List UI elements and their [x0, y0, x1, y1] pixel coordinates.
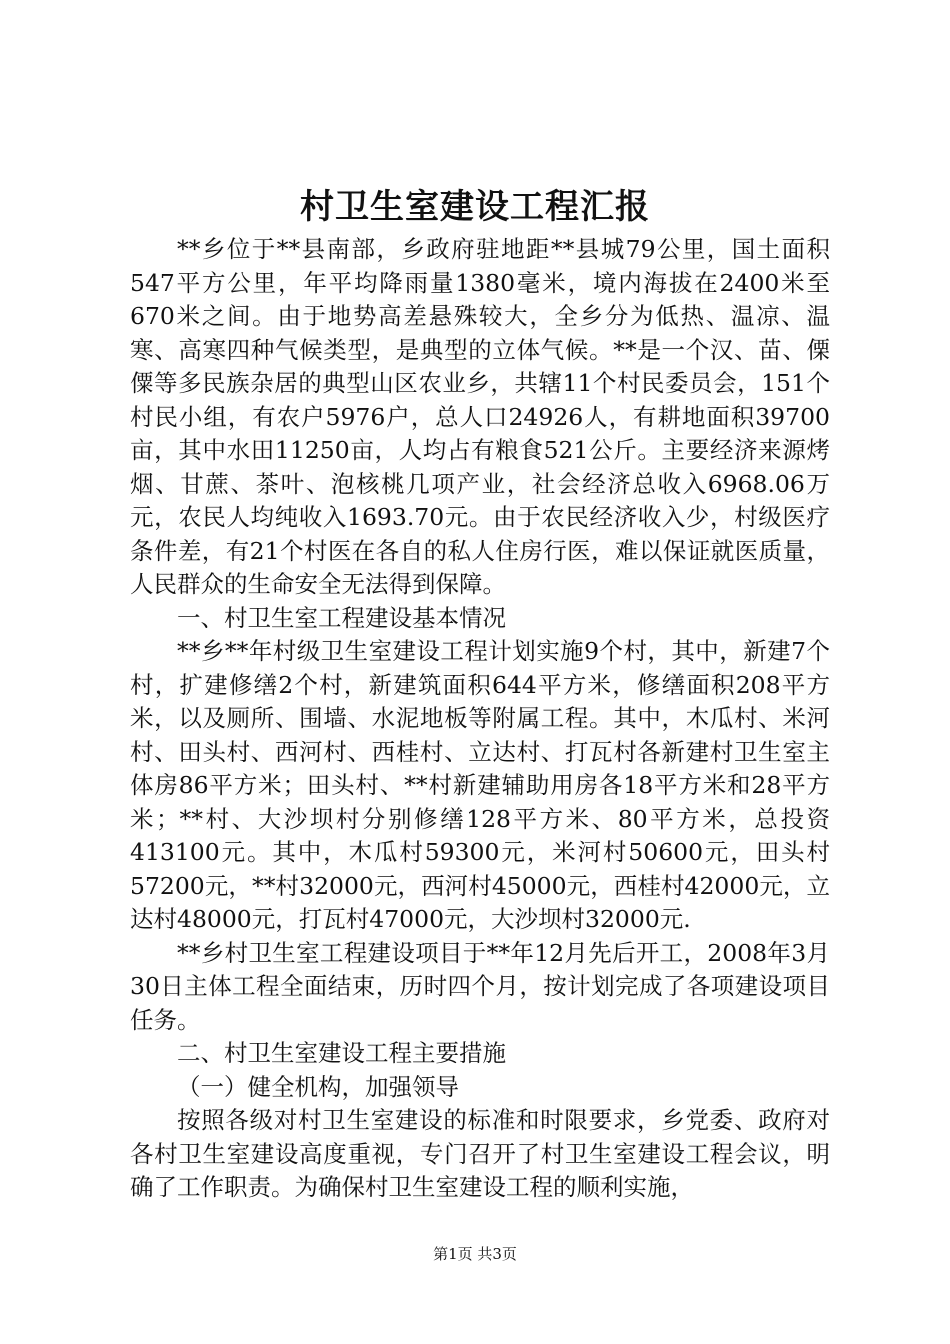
document-title: 村卫生室建设工程汇报: [300, 187, 650, 227]
page-number: 第1页 共3页: [433, 1245, 517, 1263]
section-heading-1: 一、村卫生室工程建设基本情况: [177, 603, 506, 632]
paragraph-measures: 按照各级对村卫生室建设的标准和时限要求，乡党委、政府对各村卫生室建设高度重视，专门召开了村卫生室建设工程会议，明确了工作职责。为确保村卫生室建设工程的顺利实施，: [130, 1106, 830, 1201]
subsection-heading-1: （一）健全机构，加强领导: [177, 1072, 459, 1101]
document-body: [130, 233, 830, 1205]
paragraph-intro: **乡位于**县南部，乡政府驻地距**县城79公里，国土面积547平方公里，年平均降雨量1380毫米，境内海拔在2400米至670米之间。由于地势高差悬殊较大，全乡分为低热、温凉、温寒、高寒四种气候类型，是典型的立体气候。**是一个汉、苗、傈僳等多民族杂居的典型山区农业乡，共辖11个村民委员会，151个村民小组，有农户5976户，总人口24926人，有耕地面积39700亩，其中水田11250亩，人均占有粮食521公斤。主要经济来源烤烟、甘蔗、茶叶、泡核桃几项产业，社会经济总收入6968.06万元，农民人均纯收入1693.70元。由于农民经济收入少，村级医疗条件差，有21个村医在各自的私人住房行医，难以保证就医质量，人民群众的生命安全无法得到保障。: [130, 235, 830, 598]
paragraph-section-1: **乡**年村级卫生室建设工程计划实施9个村，其中，新建7个村，扩建修缮2个村，新建筑面积644平方米，修缮面积208平方米，以及厕所、围墙、水泥地板等附属工程。其中，木瓜村、米河村、田头村、西河村、西桂村、立达村、打瓦村各新建村卫生室主体房86平方米；田头村、**村新建辅助用房各18平方米和28平方米；**村、大沙坝村分别修缮128平方米、80平方米，总投资413100元。其中，木瓜村59300元，米河村50600元，田头村57200元，**村32000元，西河村45000元，西桂村42000元，立达村48000元，打瓦村47000元，大沙坝村32000元.: [130, 637, 830, 933]
paragraph-schedule: **乡村卫生室工程建设项目于**年12月先后开工，2008年3月30日主体工程全面结束，历时四个月，按计划完成了各项建设项目任务。: [130, 938, 830, 1034]
section-heading-2: 二、村卫生室建设工程主要措施: [177, 1039, 506, 1067]
